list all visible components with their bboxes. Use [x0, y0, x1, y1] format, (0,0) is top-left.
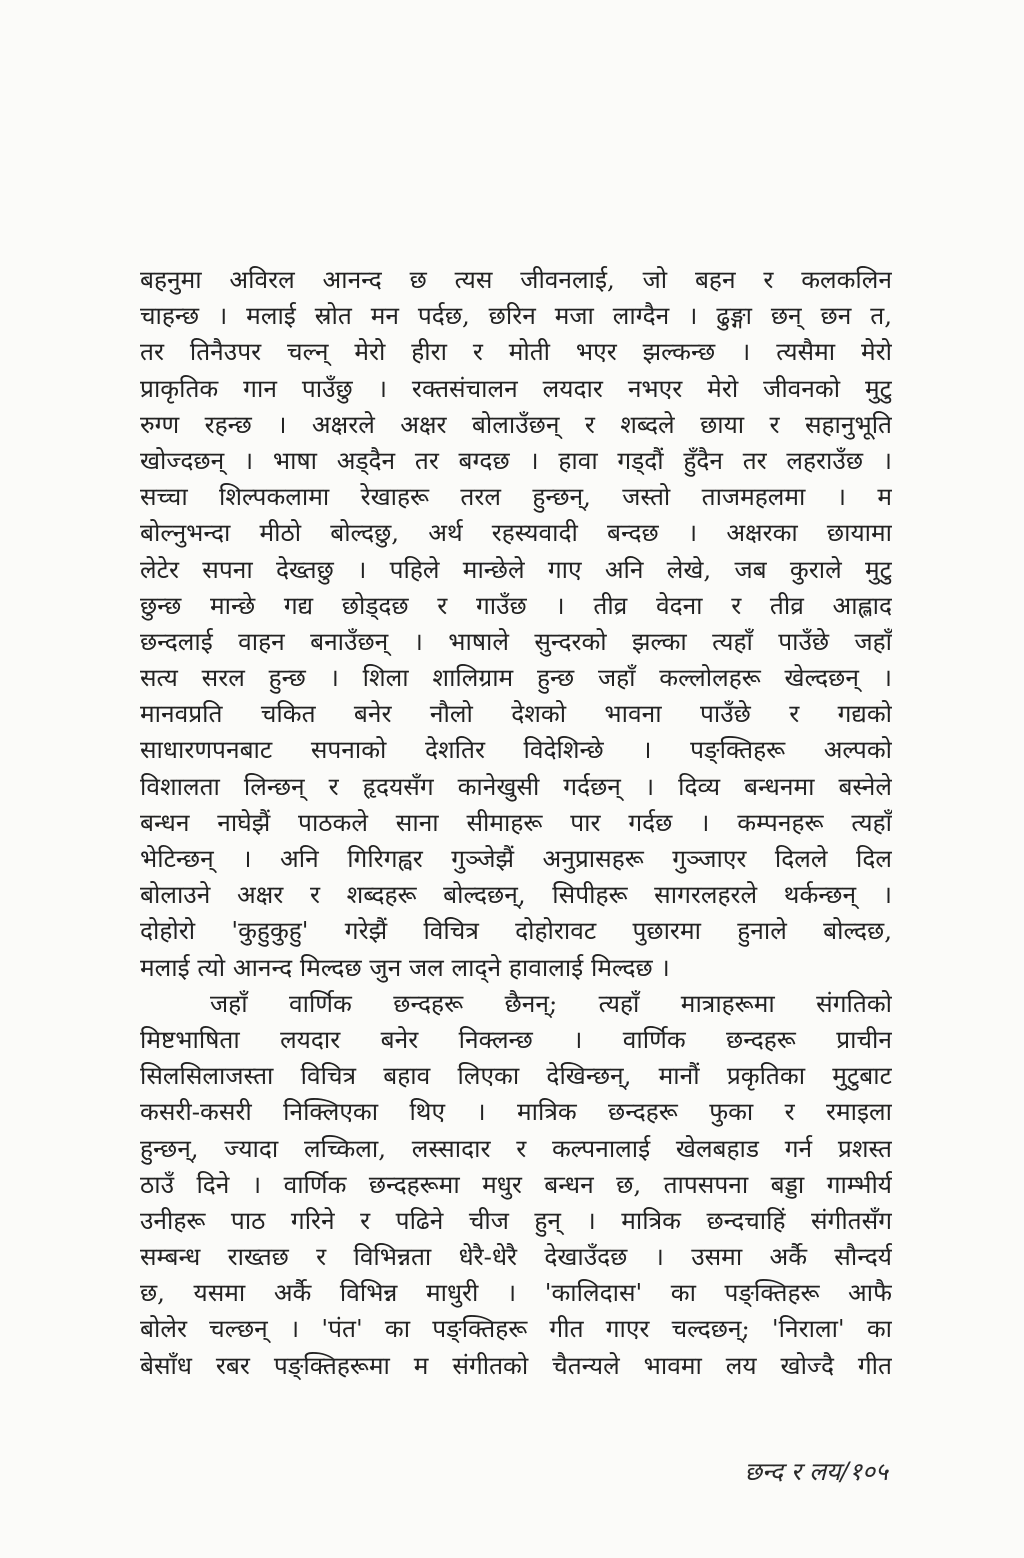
text-line: बोल्नुभन्दा मीठो बोल्दछु, अर्थ रहस्यवादी बन्दछ । अक्षरका छायामा	[140, 518, 892, 548]
footer-separator: /	[840, 1457, 849, 1486]
text-line: सत्य सरल हुन्छ । शिला शालिग्राम हुन्छ जहाँ कल्लोलहरू खेल्दछन् ।	[140, 663, 892, 693]
text-line: सम्बन्ध राख्तछ र विभिन्नता धेरै-धेरै देखाउँदछ । उसमा अर्कै सौन्दर्य	[140, 1242, 892, 1272]
text-line: हुन्छन्, ज्यादा लच्किला, लस्सादार र कल्पनालाई खेलबहाड गर्न प्रशस्त	[140, 1133, 892, 1163]
page-footer	[744, 1454, 888, 1488]
text-line: छन्दलाई वाहन बनाउँछन् । भाषाले सुन्दरको झल्का त्यहाँ पाउँछे जहाँ	[140, 626, 892, 656]
text-line: बहनुमा अविरल आनन्द छ त्यस जीवनलाई, जो बहन र कलकलिन	[140, 265, 892, 294]
text-line: मानवप्रति चकित बनेर नौलो देशको भावना पाउँछे र गद्यको	[140, 699, 892, 729]
text-line: रुग्ण रहन्छ । अक्षरले अक्षर बोलाउँछन् र शब्दले छाया र सहानुभूति	[140, 409, 892, 439]
text-line: उनीहरू पाठ गरिने र पढिने चीज हुन् । मात्रिक छन्दचाहिं संगीतसँग	[140, 1205, 892, 1235]
page-number: १०५	[848, 1457, 888, 1486]
text-line: छ, यसमा अर्कै विभिन्न माधुरी । 'कालिदास' का पङ्क्तिहरू आफै	[140, 1278, 892, 1308]
text-line: लेटेर सपना देख्तछु । पहिले मान्छेले गाए अनि लेखे, जब कुराले मुटु	[140, 554, 892, 584]
text-line: बेसाँध रबर पङ्क्तिहरूमा म संगीतको चैतन्यले भावमा लय खोज्दै गीत	[140, 1350, 892, 1380]
text-line: ठाउँ दिने । वार्णिक छन्दहरूमा मधुर बन्धन छ, तापसपना बड्डा गाम्भीर्य	[140, 1169, 892, 1199]
text-line: जहाँ वार्णिक छन्दहरू छैनन्; त्यहाँ मात्राहरूमा संगतिको	[210, 988, 892, 1018]
text-line: बोलाउने अक्षर र शब्दहरू बोल्दछन्, सिपीहरू सागरलहरले थर्कन्छन् ।	[140, 880, 892, 910]
text-line: छुन्छ मान्छे गद्य छोड्दछ र गाउँछ । तीव्र वेदना र तीव्र आह्लाद	[140, 590, 892, 620]
text-line: साधारणपनबाट सपनाको देशतिर विदेशिन्छे । पङ्क्तिहरू अल्पको	[140, 735, 892, 765]
text-line: कसरी-कसरी निक्लिएका थिए । मात्रिक छन्दहरू फुका र रमाइला	[140, 1097, 892, 1127]
text-line: दोहोरो 'कुहुकुहु' गरेझैं विचित्र दोहोरावट पुछारमा हुनाले बोल्दछ,	[140, 916, 892, 946]
text-line: चाहन्छ । मलाई स्रोत मन पर्दछ, छरिन मजा लाग्दैन । ढुङ्गा छन् छन त,	[140, 301, 892, 331]
body-text	[140, 262, 892, 1384]
text-line: मिष्टभाषिता लयदार बनेर निक्लन्छ । वार्णिक छन्दहरू प्राचीन	[140, 1024, 892, 1054]
text-line: सिलसिलाजस्ता विचित्र बहाव लिएका देखिन्छन्, मानौं प्रकृतिका मुटुबाट	[140, 1061, 892, 1091]
text-line: तर तिनैउपर चल्न् मेरो हीरा र मोती भएर झल्कन्छ । त्यसैमा मेरो	[140, 337, 892, 367]
running-title: छन्द र लय	[744, 1457, 841, 1486]
text-line: बन्धन नाघेझैं पाठकले साना सीमाहरू पार गर्दछ । कम्पनहरू त्यहाँ	[140, 807, 892, 837]
text-line: खोज्दछन् । भाषा अड्दैन तर बग्दछ । हावा गड्दौं हुँदैन तर लहराउँछ ।	[140, 445, 892, 475]
text-line: प्राकृतिक गान पाउँछु । रक्तसंचालन लयदार नभएर मेरो जीवनको मुटु	[140, 373, 892, 403]
text-line: भेटिन्छन् । अनि गिरिगह्वर गुञ्जेझैं अनुप्रासहरू गुञ्जाएर दिलले दिल	[140, 844, 892, 873]
text-line: बोलेर चल्छन् । 'पंत' का पङ्क्तिहरू गीत गाएर चल्दछन्; 'निराला' का	[140, 1314, 892, 1344]
text-line: विशालता लिन्छन् र हृदयसँग कानेखुसी गर्दछन् । दिव्य बन्धनमा बस्नेले	[140, 771, 892, 801]
text-line: मलाई त्यो आनन्द मिल्दछ जुन जल लाद्ने हावालाई मिल्दछ ।	[140, 952, 670, 982]
text-line: सच्चा शिल्पकलामा रेखाहरू तरल हुन्छन्, जस्तो ताजमहलमा । म	[140, 482, 892, 512]
